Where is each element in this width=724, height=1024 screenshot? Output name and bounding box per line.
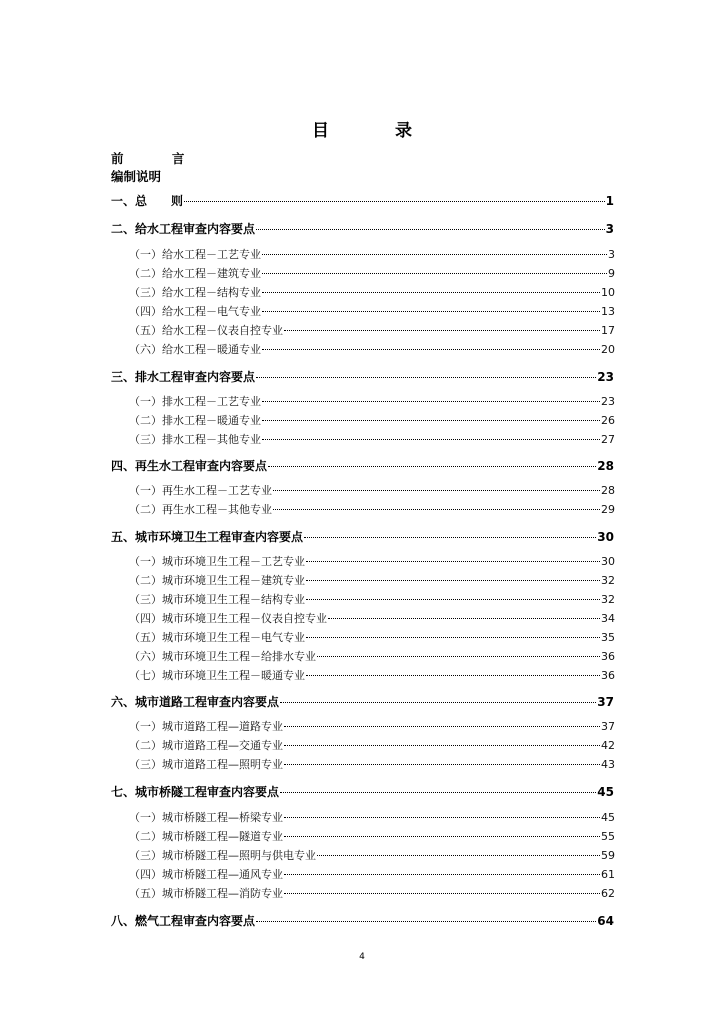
toc-subsection-entry — [129, 431, 615, 447]
toc-entry-page: 61 — [601, 868, 615, 881]
toc-entry-label: （一）城市环境卫生工程－工艺专业 — [129, 555, 305, 568]
toc-subsection-entry — [129, 412, 615, 428]
toc-subsection-entry — [129, 809, 615, 825]
toc-entry-label: （二）城市桥隧工程—隧道专业 — [129, 830, 283, 843]
toc-entry-label: （二）再生水工程－其他专业 — [129, 503, 272, 516]
toc-entry-page: 1 — [605, 194, 614, 208]
toc-subsection-entry — [129, 847, 615, 863]
dot-leader — [284, 726, 600, 727]
toc-entry-page: 32 — [601, 574, 615, 587]
dot-leader — [284, 836, 600, 837]
toc-subsection-entry — [129, 284, 615, 300]
toc-entry-label: 六、城市道路工程审查内容要点 — [111, 695, 280, 709]
toc-entry-label: 七、城市桥隧工程审查内容要点 — [111, 785, 280, 799]
toc-entry-page: 42 — [601, 739, 615, 752]
toc-section-entry — [111, 693, 614, 710]
dot-leader — [284, 745, 600, 746]
toc-entry-page: 29 — [601, 503, 615, 516]
dot-leader — [284, 764, 600, 765]
toc-entry-label: （五）给水工程－仪表自控专业 — [129, 324, 283, 337]
toc-entry-page: 37 — [601, 720, 615, 733]
toc-entry-label: （五）城市桥隧工程—消防专业 — [129, 887, 283, 900]
toc-entry-label: （二）城市环境卫生工程－建筑专业 — [129, 574, 305, 587]
toc-subsection-entry — [129, 648, 615, 664]
toc-subsection-entry — [129, 718, 615, 734]
toc-entry-label: （三）排水工程－其他专业 — [129, 433, 261, 446]
toc-entry-page: 45 — [601, 811, 615, 824]
toc-entry-page: 32 — [601, 593, 615, 606]
toc-entry-label: （一）城市道路工程—道路专业 — [129, 720, 283, 733]
dot-leader — [284, 817, 600, 818]
toc-entry-label: （七）城市环境卫生工程－暖通专业 — [129, 669, 305, 682]
toc-entry-label: （三）城市道路工程—照明专业 — [129, 758, 283, 771]
toc-entry-page: 13 — [601, 305, 615, 318]
preface-heading: 前 言 — [111, 151, 207, 166]
dot-leader — [306, 580, 600, 581]
toc-section-entry — [111, 912, 614, 929]
toc-subsection-entry — [129, 501, 615, 517]
toc-entry-label: （二）排水工程－暖通专业 — [129, 414, 261, 427]
toc-entry-page: 64 — [597, 914, 614, 928]
toc-subsection-entry — [129, 322, 615, 338]
dot-leader — [280, 792, 596, 793]
toc-entry-label: 三、排水工程审查内容要点 — [111, 370, 256, 384]
toc-entry-page: 23 — [601, 395, 615, 408]
toc-subsection-entry — [129, 482, 615, 498]
toc-entry-page: 3 — [605, 222, 614, 236]
toc-subsection-entry — [129, 866, 615, 882]
dot-leader — [284, 893, 600, 894]
dot-leader — [317, 656, 600, 657]
toc-entry-page: 36 — [601, 650, 615, 663]
dot-leader — [262, 292, 600, 293]
toc-entry-page: 62 — [601, 887, 615, 900]
dot-leader — [256, 921, 596, 922]
toc-entry-label: （三）城市桥隧工程—照明与供电专业 — [129, 849, 316, 862]
dot-leader — [306, 561, 600, 562]
toc-entry-page: 3 — [608, 248, 615, 261]
toc-entry-page: 37 — [597, 695, 614, 709]
toc-subsection-entry — [129, 667, 615, 683]
toc-entry-label: 八、燃气工程审查内容要点 — [111, 914, 256, 928]
toc-entry-label: （一）再生水工程－工艺专业 — [129, 484, 272, 497]
toc-entry-label: （一）城市桥隧工程—桥梁专业 — [129, 811, 283, 824]
preparation-notes-heading: 编制说明 — [111, 169, 162, 184]
toc-entry-page: 9 — [608, 267, 615, 280]
toc-subsection-entry — [129, 265, 615, 281]
toc-section-entry — [111, 368, 614, 385]
toc-entry-label: （六）给水工程－暖通专业 — [129, 343, 261, 356]
toc-subsection-entry — [129, 341, 615, 357]
toc-entry-label: （三）城市环境卫生工程－结构专业 — [129, 593, 305, 606]
toc-entry-page: 43 — [601, 758, 615, 771]
toc-entry-page: 27 — [601, 433, 615, 446]
toc-entry-page: 45 — [597, 785, 614, 799]
toc-entry-label: （一）排水工程－工艺专业 — [129, 395, 261, 408]
toc-entry-label: （六）城市环境卫生工程－给排水专业 — [129, 650, 316, 663]
toc-entry-page: 23 — [597, 370, 614, 384]
dot-leader — [268, 466, 596, 467]
toc-subsection-entry — [129, 610, 615, 626]
dot-leader — [262, 439, 600, 440]
toc-entry-label: 二、给水工程审查内容要点 — [111, 222, 256, 236]
toc-subsection-entry — [129, 737, 615, 753]
toc-section-entry — [111, 457, 614, 474]
dot-leader — [317, 855, 600, 856]
dot-leader — [284, 874, 600, 875]
dot-leader — [256, 229, 605, 230]
toc-entry-label: 四、再生水工程审查内容要点 — [111, 459, 268, 473]
toc-entry-label: （一）给水工程－工艺专业 — [129, 248, 261, 261]
toc-entry-page: 34 — [601, 612, 615, 625]
toc-entry-page: 35 — [601, 631, 615, 644]
toc-subsection-entry — [129, 303, 615, 319]
toc-entry-page: 59 — [601, 849, 615, 862]
dot-leader — [184, 201, 605, 202]
dot-leader — [306, 599, 600, 600]
toc-subsection-entry — [129, 572, 615, 588]
dot-leader — [262, 273, 607, 274]
toc-entry-page: 55 — [601, 830, 615, 843]
dot-leader — [262, 420, 600, 421]
dot-leader — [306, 675, 600, 676]
toc-entry-page: 17 — [601, 324, 615, 337]
page-number: 4 — [359, 952, 365, 962]
toc-subsection-entry — [129, 393, 615, 409]
toc-subsection-entry — [129, 756, 615, 772]
dot-leader — [284, 330, 600, 331]
toc-subsection-entry — [129, 629, 615, 645]
dot-leader — [280, 702, 596, 703]
toc-section-entry — [111, 220, 614, 237]
dot-leader — [262, 254, 607, 255]
dot-leader — [273, 509, 600, 510]
toc-subsection-entry — [129, 885, 615, 901]
toc-entry-label: 一、总 则 — [111, 194, 184, 208]
toc-section-entry — [111, 192, 614, 209]
dot-leader — [262, 401, 600, 402]
toc-entry-page: 10 — [601, 286, 615, 299]
toc-entry-page: 26 — [601, 414, 615, 427]
toc-entry-page: 20 — [601, 343, 615, 356]
dot-leader — [262, 349, 600, 350]
page-title: 目 录 — [312, 121, 442, 141]
toc-section-entry — [111, 528, 614, 545]
toc-entry-label: （四）城市环境卫生工程－仪表自控专业 — [129, 612, 327, 625]
toc-entry-page: 28 — [601, 484, 615, 497]
toc-subsection-entry — [129, 246, 615, 262]
toc-entry-label: （四）给水工程－电气专业 — [129, 305, 261, 318]
toc-entry-label: （三）给水工程－结构专业 — [129, 286, 261, 299]
toc-entry-page: 30 — [601, 555, 615, 568]
dot-leader — [273, 490, 600, 491]
toc-entry-page: 30 — [597, 530, 614, 544]
dot-leader — [256, 377, 596, 378]
dot-leader — [328, 618, 600, 619]
dot-leader — [306, 637, 600, 638]
toc-entry-label: （四）城市桥隧工程—通风专业 — [129, 868, 283, 881]
dot-leader — [262, 311, 600, 312]
toc-entry-label: （二）给水工程－建筑专业 — [129, 267, 261, 280]
toc-subsection-entry — [129, 591, 615, 607]
toc-entry-label: （五）城市环境卫生工程－电气专业 — [129, 631, 305, 644]
toc-entry-label: 五、城市环境卫生工程审查内容要点 — [111, 530, 304, 544]
toc-entry-label: （二）城市道路工程—交通专业 — [129, 739, 283, 752]
toc-section-entry — [111, 783, 614, 800]
dot-leader — [304, 537, 596, 538]
toc-subsection-entry — [129, 828, 615, 844]
toc-entry-page: 36 — [601, 669, 615, 682]
toc-entry-page: 28 — [597, 459, 614, 473]
toc-subsection-entry — [129, 553, 615, 569]
